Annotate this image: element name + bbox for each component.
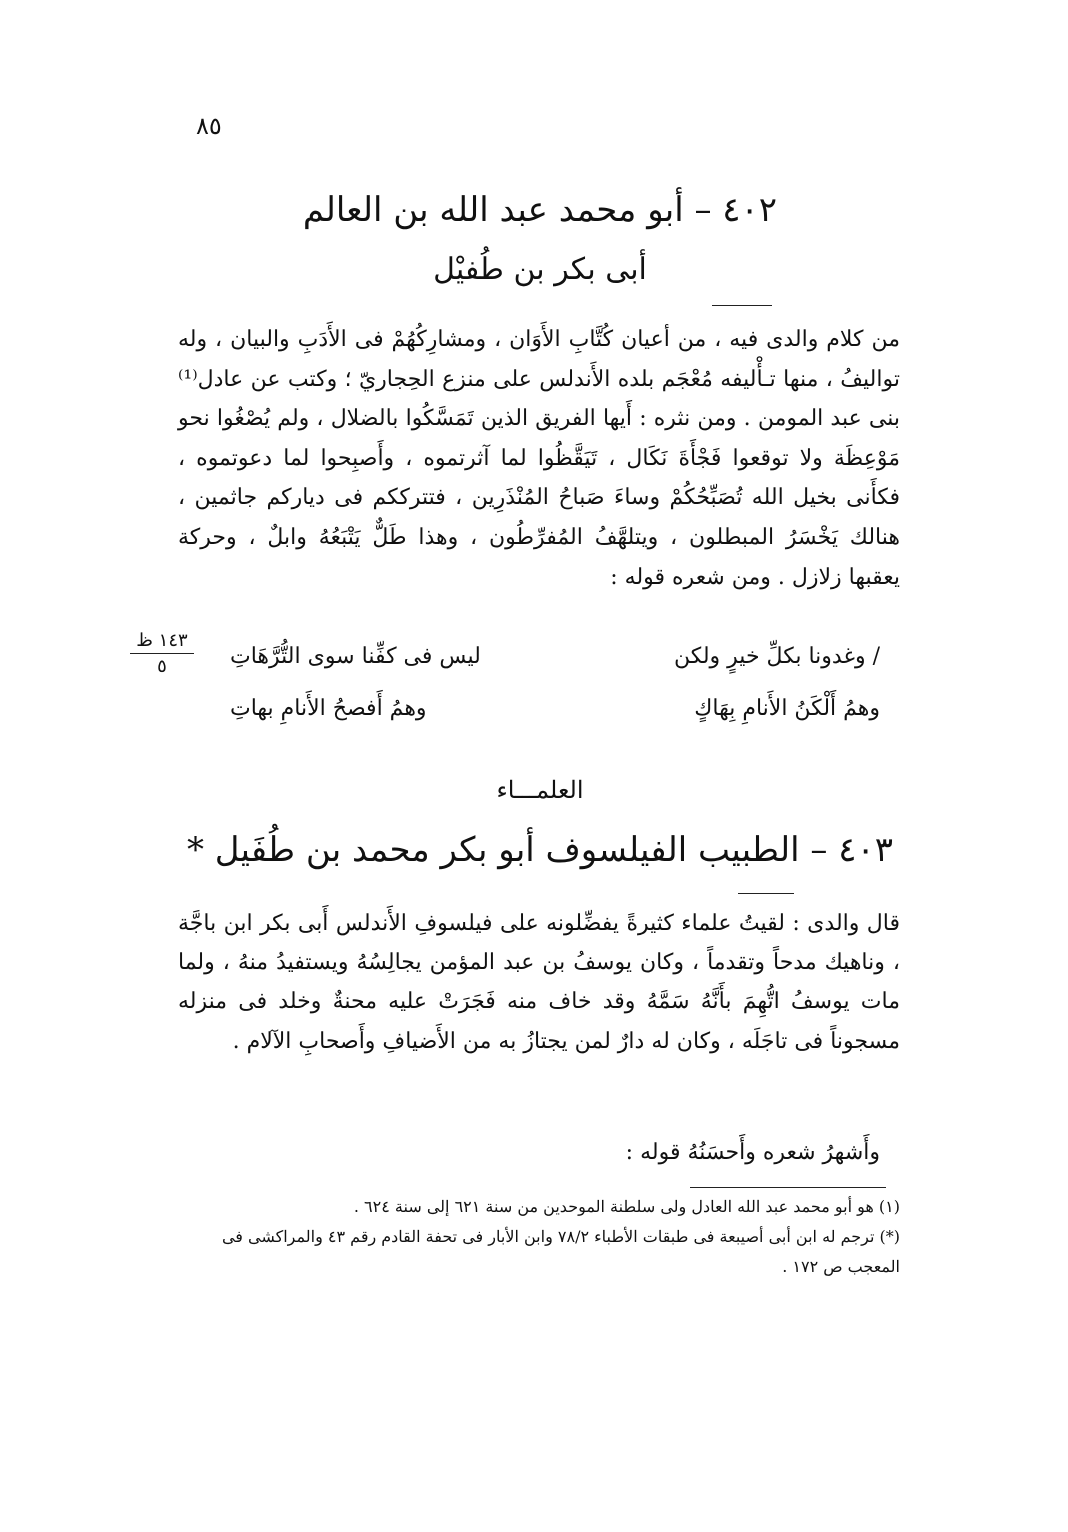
entry-402-title: ٤٠٢ – أبو محمد عبد الله بن العالم — [302, 190, 778, 230]
verse-2-second-hemistich: وهمُ أَفصحُ الأَنامِ بهاتِ — [230, 696, 427, 721]
entry-402-body: من كلام والدى فيه ، من أعيان كُتَّابِ الأَوَان ، ومشارِكُهُمْ فى الأَدَبِ والبيان ، وله تواليفُ ، منها تـأْليفه مُعْجَم بلده الأَندلس على منزع الحِجاريّ ؛ وكتب عن عادل⁽¹⁾ بنى عبد المومن . ومن نثره : أَيها الفريق الذين تَمَسَّكُوا بالضلال ، ولم يُصْغُوا نحو مَوْعِظَة ولا توقعوا فَجْأَةَ نَكَال ، تَيَقَّظُوا لما آثرتموه ، وأَصبِحوا لما دعوتموه ، فكأَنى بخيل الله تُصَبِّحُكُمْ وساءَ صَباحُ المُنْذَرِين ، فتترككم فى دياركم جاثمين ، هنالك يَخْسَرُ المبطلون ، ويتلهَّفُ المُفرِّطُون ، وهذا طَلٌّ يَتْبَعُهُ وابلٌ ، وحركة يعقبها زلازل . ومن شعره قوله : — [178, 327, 900, 590]
footnote-rule — [690, 1187, 886, 1188]
margin-folio-note — [130, 630, 194, 677]
title-rule-402 — [712, 305, 772, 306]
entry-403-title: ٤٠٣ – الطبيب الفيلسوف أبو بكر محمد بن طُفَيل * — [186, 830, 894, 870]
page-number: ٨٥ — [196, 112, 222, 140]
verse-2-first-hemistich: وهمُ أَلْكَنُ الأَنامِ بِهَاكٍ — [694, 696, 880, 721]
verse-line-2 — [230, 696, 880, 721]
verse-line-1 — [230, 644, 880, 669]
footnote-2: (*) ترجم له ابن أبى أصيبعة فى طبقات الأطباء ٧٨/٢ وابن الأبار فى تحفة القادم رقم ٤٣ والمراكشى فى المعجب ص ١٧٢ . — [221, 1227, 900, 1276]
entry-403-verse-intro: وأَشهرُ شعره وأَحسَنُهُ قوله : — [625, 1140, 880, 1165]
margin-numerator: ١٤٣ ظ — [130, 630, 194, 654]
verse-1-second-hemistich: ليس فى كفِّنا سوى التُّرَّهَاتِ — [230, 644, 481, 669]
entry-402-subtitle: أبى بكر بن طُفيْل — [433, 252, 647, 287]
footnote-1: (١) هو أبو محمد عبد الله العادل ولى سلطنة الموحدين من سنة ٦٢١ إلى سنة ٦٢٤ . — [353, 1197, 900, 1216]
verse-1-first-hemistich: / وغدونا بكلِّ خيرٍ ولكن — [673, 644, 880, 669]
footnotes — [178, 1192, 900, 1282]
entry-403-body: قال والدى : لقيتُ علماء كثيرةً يفضِّلونه على فيلسوفِ الأَندلس أَبى بكر ابن باجَّة ، وناهيك مدحاً وتقدماً ، وكان يوسفُ بن عبد المؤمن يجالِسُهُ ويستفيدُ منهُ ، ولما مات يوسفُ اتُّهِمَ بأَنَّهُ سَمَّهُ وقد خاف منه فَجَرَتْ عليه محنةٌ وخلد فى منزله مسجوناً فى تاجَلَه ، وكان له دارٌ لمن يجتازُ به من الأَضيافِ وأَصحابِ الآلام . — [178, 911, 900, 1054]
margin-denominator: ٥ — [157, 656, 167, 677]
section-heading: العلمـــاء — [496, 776, 584, 804]
title-rule-403 — [738, 893, 794, 894]
